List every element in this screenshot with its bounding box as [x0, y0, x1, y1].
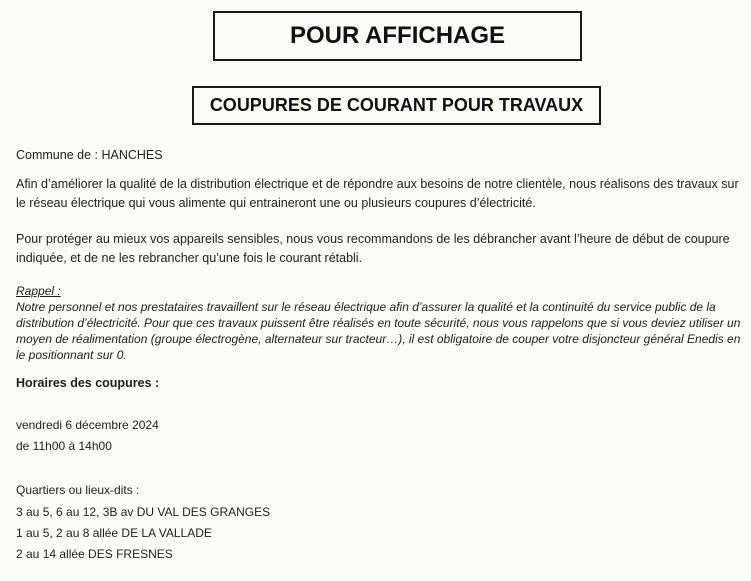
coupure-date: vendredi 6 décembre 2024	[16, 418, 159, 432]
notice-subtitle-box	[192, 86, 601, 125]
list-item: 2 au 14 allée DES FRESNES	[16, 547, 173, 561]
quartiers-list	[16, 502, 270, 565]
list-item: 1 au 5, 2 au 8 allée DE LA VALLADE	[16, 526, 212, 540]
list-item: 3 au 5, 6 au 12, 3B av DU VAL DES GRANGES	[16, 505, 271, 519]
horaires-heading: Horaires des coupures :	[16, 376, 160, 390]
quartiers-heading: Quartiers ou lieux-dits :	[16, 483, 140, 497]
commune-line: Commune de : HANCHES	[16, 148, 163, 162]
rappel-label: Rappel :	[16, 284, 61, 298]
coupure-time: de 11h00 à 14h00	[16, 439, 112, 453]
notice-title: POUR AFFICHAGE	[289, 22, 506, 49]
notice-subtitle: COUPURES DE COURANT POUR TRAVAUX	[209, 95, 584, 115]
rappel-text: Notre personnel et nos prestataires travaillent sur le réseau électrique afin d’assurer la qualité et la continuité du service public de la distribution d’électricité. Pour que ces travaux puissent être réalisés en toute sécurité, nous vous rappelons que si vous deviez utiliser un moyen de réalimentation (groupe électrogène, alternateur sur tracteur…), il est obligatoire de couper votre disjoncteur général Enedis en le positionnant sur 0.	[16, 300, 741, 362]
notice-title-box	[213, 11, 582, 61]
recommendation-paragraph: Pour protéger au mieux vos appareils sensibles, nous vous recommandons de les débrancher avant l’heure de début de coupure indiquée, et de ne les rebrancher qu’une fois le courant rétabli.	[16, 232, 730, 265]
intro-paragraph: Afin d’améliorer la qualité de la distribution électrique et de répondre aux besoins de notre clientèle, nous réalisons des travaux sur le réseau électrique qui vous alimente qui entraineront une ou plusieurs coupures d’électricité.	[16, 177, 739, 210]
